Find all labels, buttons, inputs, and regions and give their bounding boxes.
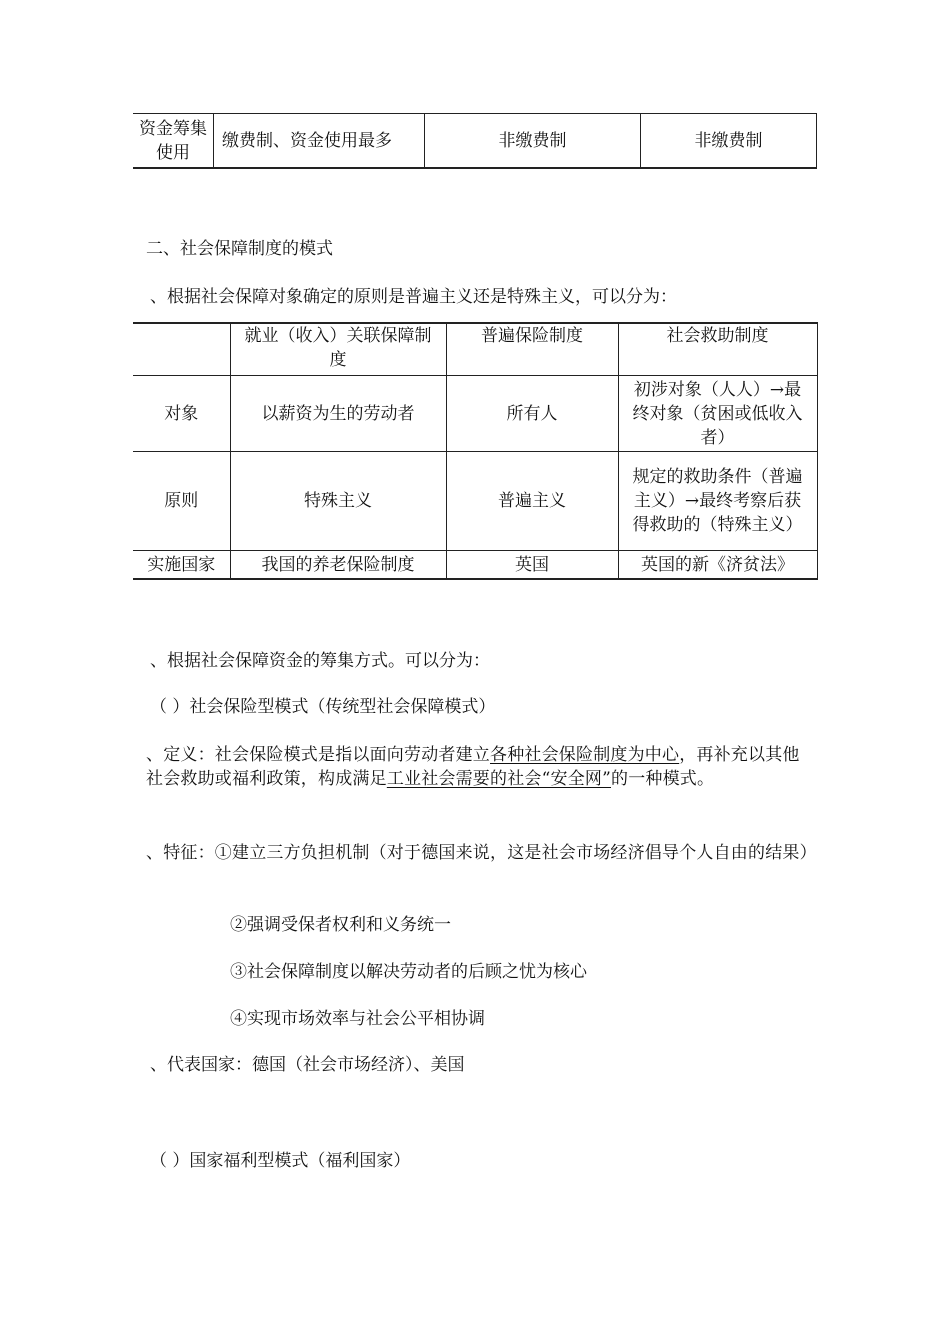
features-paragraph: 、特征：①建立三方负担机制（对于德国来说，这是社会市场经济倡导个人自由的结果） — [146, 843, 817, 863]
table-cell: 普遍主义 — [446, 452, 618, 551]
subheading-social-insurance: （ ）社会保险型模式（传统型社会保障模式） — [150, 697, 496, 717]
principle-table — [133, 322, 818, 580]
feature-item: ②强调受保者权利和义务统一 — [230, 915, 451, 935]
table-header-cell — [133, 323, 230, 376]
intro-paragraph-2: 、根据社会保障资金的筹集方式。可以分为： — [150, 651, 490, 671]
table-row — [133, 376, 817, 452]
table-cell: 初涉对象（人人）→最终对象（贫困或低收入者） — [618, 376, 817, 452]
table-row — [133, 551, 817, 580]
table-cell: 特殊主义 — [230, 452, 446, 551]
table-cell: 我国的养老保险制度 — [230, 551, 446, 580]
table-cell: 资金筹集使用 — [133, 114, 214, 169]
feature-item: ④实现市场效率与社会公平相协调 — [230, 1009, 485, 1029]
table-header-cell: 社会救助制度 — [618, 323, 817, 376]
definition-underlined: 各种社会保险制度为中心 — [490, 745, 680, 765]
table-cell: 非缴费制 — [425, 114, 641, 169]
definition-paragraph — [146, 743, 812, 791]
table-cell: 实施国家 — [133, 551, 230, 580]
table-header-cell: 普遍保险制度 — [446, 323, 618, 376]
subheading-welfare-state: （ ）国家福利型模式（福利国家） — [150, 1151, 411, 1171]
table-cell: 规定的救助条件（普遍主义）→最终考察后获得救助的（特殊主义） — [618, 452, 817, 551]
table-row — [133, 114, 817, 169]
table-cell: 对象 — [133, 376, 230, 452]
table-header-cell: 就业（收入）关联保障制度 — [230, 323, 446, 376]
table-cell: 以薪资为生的劳动者 — [230, 376, 446, 452]
feature-item: ③社会保障制度以解决劳动者的后顾之忧为核心 — [230, 962, 587, 982]
funding-table-fragment — [133, 113, 817, 169]
definition-text: 、定义：社会保险模式是指以面向劳动者建立 — [146, 745, 490, 765]
table-cell: 所有人 — [446, 376, 618, 452]
section-title: 二、社会保障制度的模式 — [146, 239, 333, 259]
table-header-row — [133, 323, 817, 376]
intro-paragraph-1: 、根据社会保障对象确定的原则是普遍主义还是特殊主义，可以分为： — [150, 287, 677, 307]
table-cell: 缴费制、资金使用最多 — [214, 114, 425, 169]
representatives-paragraph: 、代表国家：德国（社会市场经济）、美国 — [150, 1055, 465, 1075]
definition-text: 的一种模式。 — [611, 769, 715, 789]
definition-text: ，再补充以其他社会救助或福利政策，构成满足 — [146, 745, 800, 789]
definition-underlined: 工业社会需要的社会“安全网” — [386, 769, 611, 789]
table-cell: 原则 — [133, 452, 230, 551]
table-row — [133, 452, 817, 551]
table-cell: 非缴费制 — [641, 114, 817, 169]
table-cell: 英国的新《济贫法》 — [618, 551, 817, 580]
table-cell: 英国 — [446, 551, 618, 580]
